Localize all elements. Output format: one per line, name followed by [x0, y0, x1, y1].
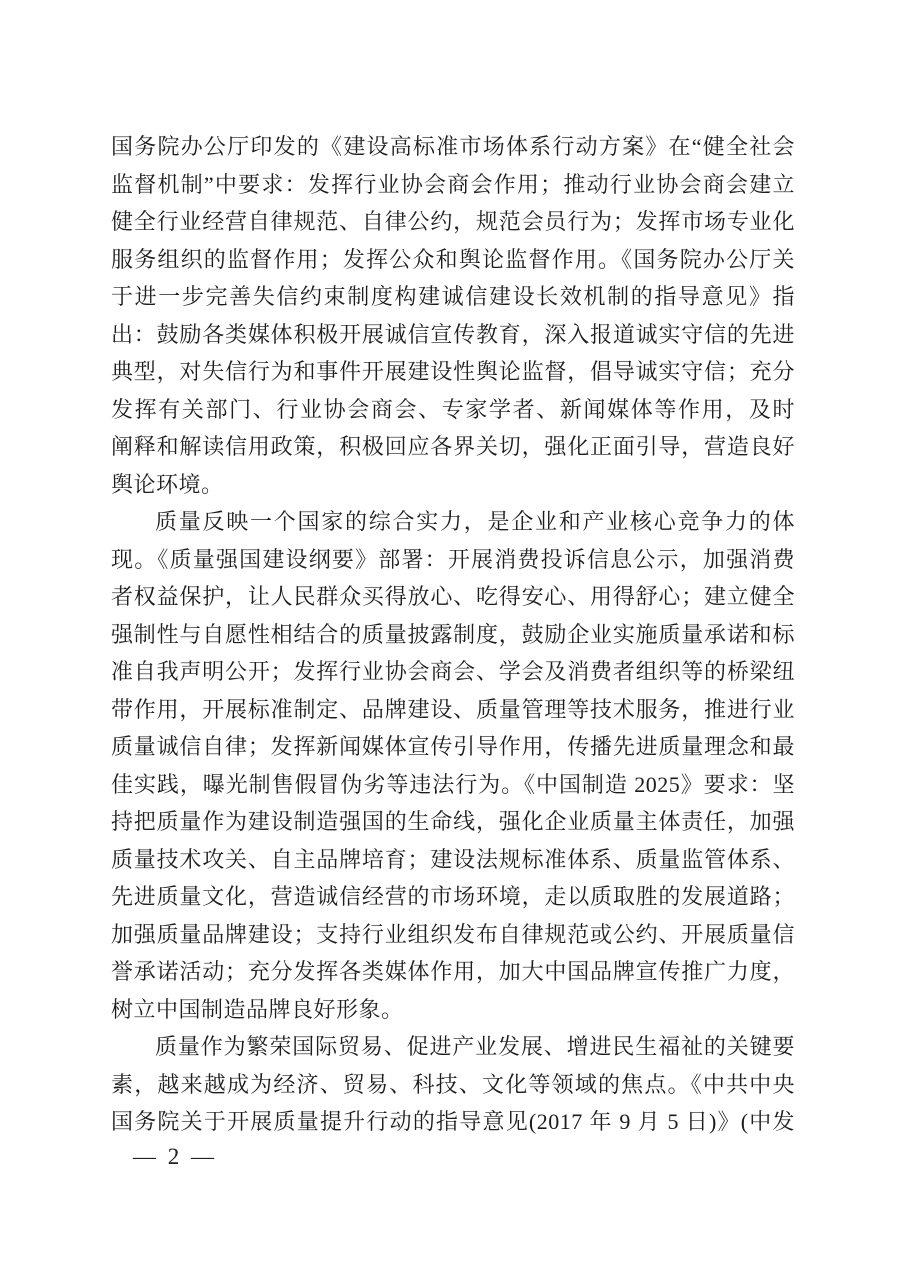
paragraph [111, 1028, 795, 1141]
text-line: 加强质量品牌建设；支持行业组织发布自律规范或公约、开展质量信 [111, 921, 795, 947]
text-line: 质量诚信自律；发挥新闻媒体宣传引导作用，传播先进质量理念和最 [111, 734, 795, 759]
text-line: 质量作为繁荣国际贸易、促进产业发展、增进民生福祉的关键要 [155, 1034, 795, 1059]
text-line: 质量技术攻关、自主品牌培育；建设法规标准体系、质量监管体系、 [111, 846, 795, 872]
page-number: — 2 — [133, 1144, 217, 1169]
document-body [111, 128, 795, 1141]
text-line: 舆论环境。 [111, 471, 224, 497]
text-line: 健全行业经营自律规范、自律公约，规范会员行为；发挥市场专业化 [111, 209, 795, 234]
text-line: 国务院关于开展质量提升行动的指导意见(2017 年 9 月 5 日)》(中发 [111, 1109, 795, 1134]
text-line: 准自我声明公开；发挥行业协会商会、学会及消费者组织等的桥梁纽 [111, 659, 795, 684]
text-line: 者权益保护，让人民群众买得放心、吃得安心、用得舒心；建立健全 [111, 584, 795, 609]
text-line: 带作用，开展标准制定、品牌建设、质量管理等技术服务，推进行业 [111, 696, 795, 722]
text-line: 国务院办公厅印发的《建设高标准市场体系行动方案》在“健全社会 [111, 134, 795, 159]
text-line: 强制性与自愿性相结合的质量披露制度，鼓励企业实施质量承诺和标 [111, 621, 795, 647]
text-line: 现。《质量强国建设纲要》部署：开展消费投诉信息公示，加强消费 [111, 546, 795, 572]
text-line: 质量反映一个国家的综合实力，是企业和产业核心竞争力的体 [155, 509, 795, 534]
text-line: 于进一步完善失信约束制度构建诚信建设长效机制的指导意见》指 [111, 284, 795, 309]
text-line: 誉承诺活动；充分发挥各类媒体作用，加大中国品牌宣传推广力度， [111, 959, 795, 984]
text-line: 服务组织的监督作用；发挥公众和舆论监督作用。《国务院办公厅关 [111, 246, 795, 272]
text-line: 佳实践，曝光制售假冒伪劣等违法行为。《中国制造 2025》要求：坚 [111, 771, 795, 797]
text-line: 先进质量文化，营造诚信经营的市场环境，走以质取胜的发展道路； [111, 884, 795, 909]
text-line: 树立中国制造品牌良好形象。 [111, 996, 404, 1022]
paragraph [111, 128, 795, 503]
text-line: 素，越来越成为经济、贸易、科技、文化等领域的焦点。《中共中央 [111, 1071, 795, 1097]
text-line: 出：鼓励各类媒体积极开展诚信宣传教育，深入报道诚实守信的先进 [111, 321, 795, 347]
text-line: 阐释和解读信用政策，积极回应各界关切，强化正面引导，营造良好 [111, 434, 795, 459]
text-line: 发挥有关部门、行业协会商会、专家学者、新闻媒体等作用，及时 [111, 396, 795, 422]
paragraph [111, 503, 795, 1028]
page-footer [133, 1141, 217, 1173]
text-line: 持把质量作为建设制造强国的生命线，强化企业质量主体责任，加强 [111, 809, 795, 834]
text-line: 典型，对失信行为和事件开展建设性舆论监督，倡导诚实守信；充分 [111, 359, 795, 384]
text-line: 监督机制”中要求：发挥行业协会商会作用；推动行业协会商会建立 [111, 171, 795, 197]
